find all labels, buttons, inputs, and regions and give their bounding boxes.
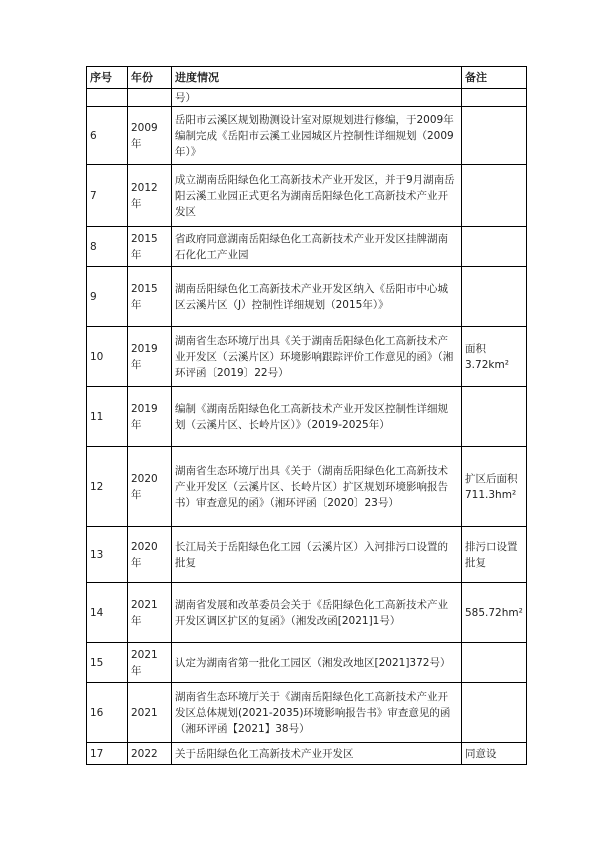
table-row <box>87 743 527 765</box>
table-row <box>87 267 527 327</box>
table-row <box>87 683 527 743</box>
row-no: 12 <box>87 447 128 527</box>
row-year: 2015年 <box>128 227 172 267</box>
row-no: 9 <box>87 267 128 327</box>
row-no: 11 <box>87 387 128 447</box>
row-year: 2019年 <box>128 387 172 447</box>
header-row <box>87 67 527 89</box>
row-note <box>462 89 527 107</box>
header-year: 年份 <box>128 67 172 89</box>
row-year: 2021年 <box>128 583 172 643</box>
row-no <box>87 89 128 107</box>
row-progress: 关于岳阳绿色化工高新技术产业开发区 <box>172 743 462 765</box>
row-year <box>128 89 172 107</box>
row-progress: 认定为湖南省第一批化工园区（湘发改地区[2021]372号） <box>172 643 462 683</box>
row-no: 15 <box>87 643 128 683</box>
row-note <box>462 107 527 165</box>
row-no: 17 <box>87 743 128 765</box>
row-no: 14 <box>87 583 128 643</box>
table-row <box>87 165 527 227</box>
table-row <box>87 583 527 643</box>
row-year: 2021 <box>128 683 172 743</box>
header-progress: 进度情况 <box>172 67 462 89</box>
row-note <box>462 683 527 743</box>
progress-table <box>86 66 527 765</box>
row-year: 2015年 <box>128 267 172 327</box>
table-row <box>87 387 527 447</box>
row-note <box>462 387 527 447</box>
row-progress: 岳阳市云溪区规划勘测设计室对原规划进行修编，于2009年编制完成《岳阳市云溪工业园城区片控制性详细规划（2009年）》 <box>172 107 462 165</box>
row-progress: 编制《湖南岳阳绿色化工高新技术产业开发区控制性详细规划（云溪片区、长岭片区）》（2019-2025年） <box>172 387 462 447</box>
row-progress: 长江局关于岳阳绿色化工园（云溪片区）入河排污口设置的批复 <box>172 527 462 583</box>
header-no: 序号 <box>87 67 128 89</box>
row-progress: 号） <box>172 89 462 107</box>
table-row <box>87 227 527 267</box>
row-note: 同意设 <box>462 743 527 765</box>
table-row <box>87 89 527 107</box>
row-year: 2012年 <box>128 165 172 227</box>
row-no: 13 <box>87 527 128 583</box>
row-note <box>462 267 527 327</box>
row-no: 8 <box>87 227 128 267</box>
row-no: 16 <box>87 683 128 743</box>
row-note <box>462 643 527 683</box>
table-row <box>87 527 527 583</box>
row-note: 扩区后面积711.3hm² <box>462 447 527 527</box>
row-progress: 湖南省发展和改革委员会关于《岳阳绿色化工高新技术产业开发区调区扩区的复函》（湘发改函[2021]1号） <box>172 583 462 643</box>
row-year: 2009年 <box>128 107 172 165</box>
row-year: 2019年 <box>128 327 172 387</box>
row-note: 585.72hm² <box>462 583 527 643</box>
table-row <box>87 447 527 527</box>
table-row <box>87 643 527 683</box>
row-note: 排污口设置批复 <box>462 527 527 583</box>
row-note: 面积3.72km² <box>462 327 527 387</box>
row-progress: 湖南省生态环境厅出具《关于（湖南岳阳绿色化工高新技术产业开发区（云溪片区、长岭片区）扩区规划环境影响报告书）审查意见的函》（湘环评函〔2020〕23号） <box>172 447 462 527</box>
table-row <box>87 327 527 387</box>
row-note <box>462 227 527 267</box>
row-year: 2022 <box>128 743 172 765</box>
row-progress: 湖南省生态环境厅出具《关于湖南岳阳绿色化工高新技术产业开发区（云溪片区）环境影响跟踪评价工作意见的函》（湘环评函〔2019〕22号） <box>172 327 462 387</box>
row-year: 2021年 <box>128 643 172 683</box>
row-progress: 省政府同意湖南岳阳绿色化工高新技术产业开发区挂牌湖南石化化工产业园 <box>172 227 462 267</box>
header-note: 备注 <box>462 67 527 89</box>
row-no: 10 <box>87 327 128 387</box>
row-progress: 湖南岳阳绿色化工高新技术产业开发区纳入《岳阳市中心城区云溪片区（J）控制性详细规划（2015年）》 <box>172 267 462 327</box>
row-no: 6 <box>87 107 128 165</box>
table-row <box>87 107 527 165</box>
row-progress: 成立湖南岳阳绿色化工高新技术产业开发区，并于9月湖南岳阳云溪工业园正式更名为湖南岳阳绿色化工高新技术产业开发区 <box>172 165 462 227</box>
row-year: 2020年 <box>128 527 172 583</box>
row-year: 2020年 <box>128 447 172 527</box>
row-no: 7 <box>87 165 128 227</box>
row-progress: 湖南省生态环境厅关于《湖南岳阳绿色化工高新技术产业开发区总体规划(2021-2035)环境影响报告书》审查意见的函（湘环评函【2021】38号） <box>172 683 462 743</box>
row-note <box>462 165 527 227</box>
